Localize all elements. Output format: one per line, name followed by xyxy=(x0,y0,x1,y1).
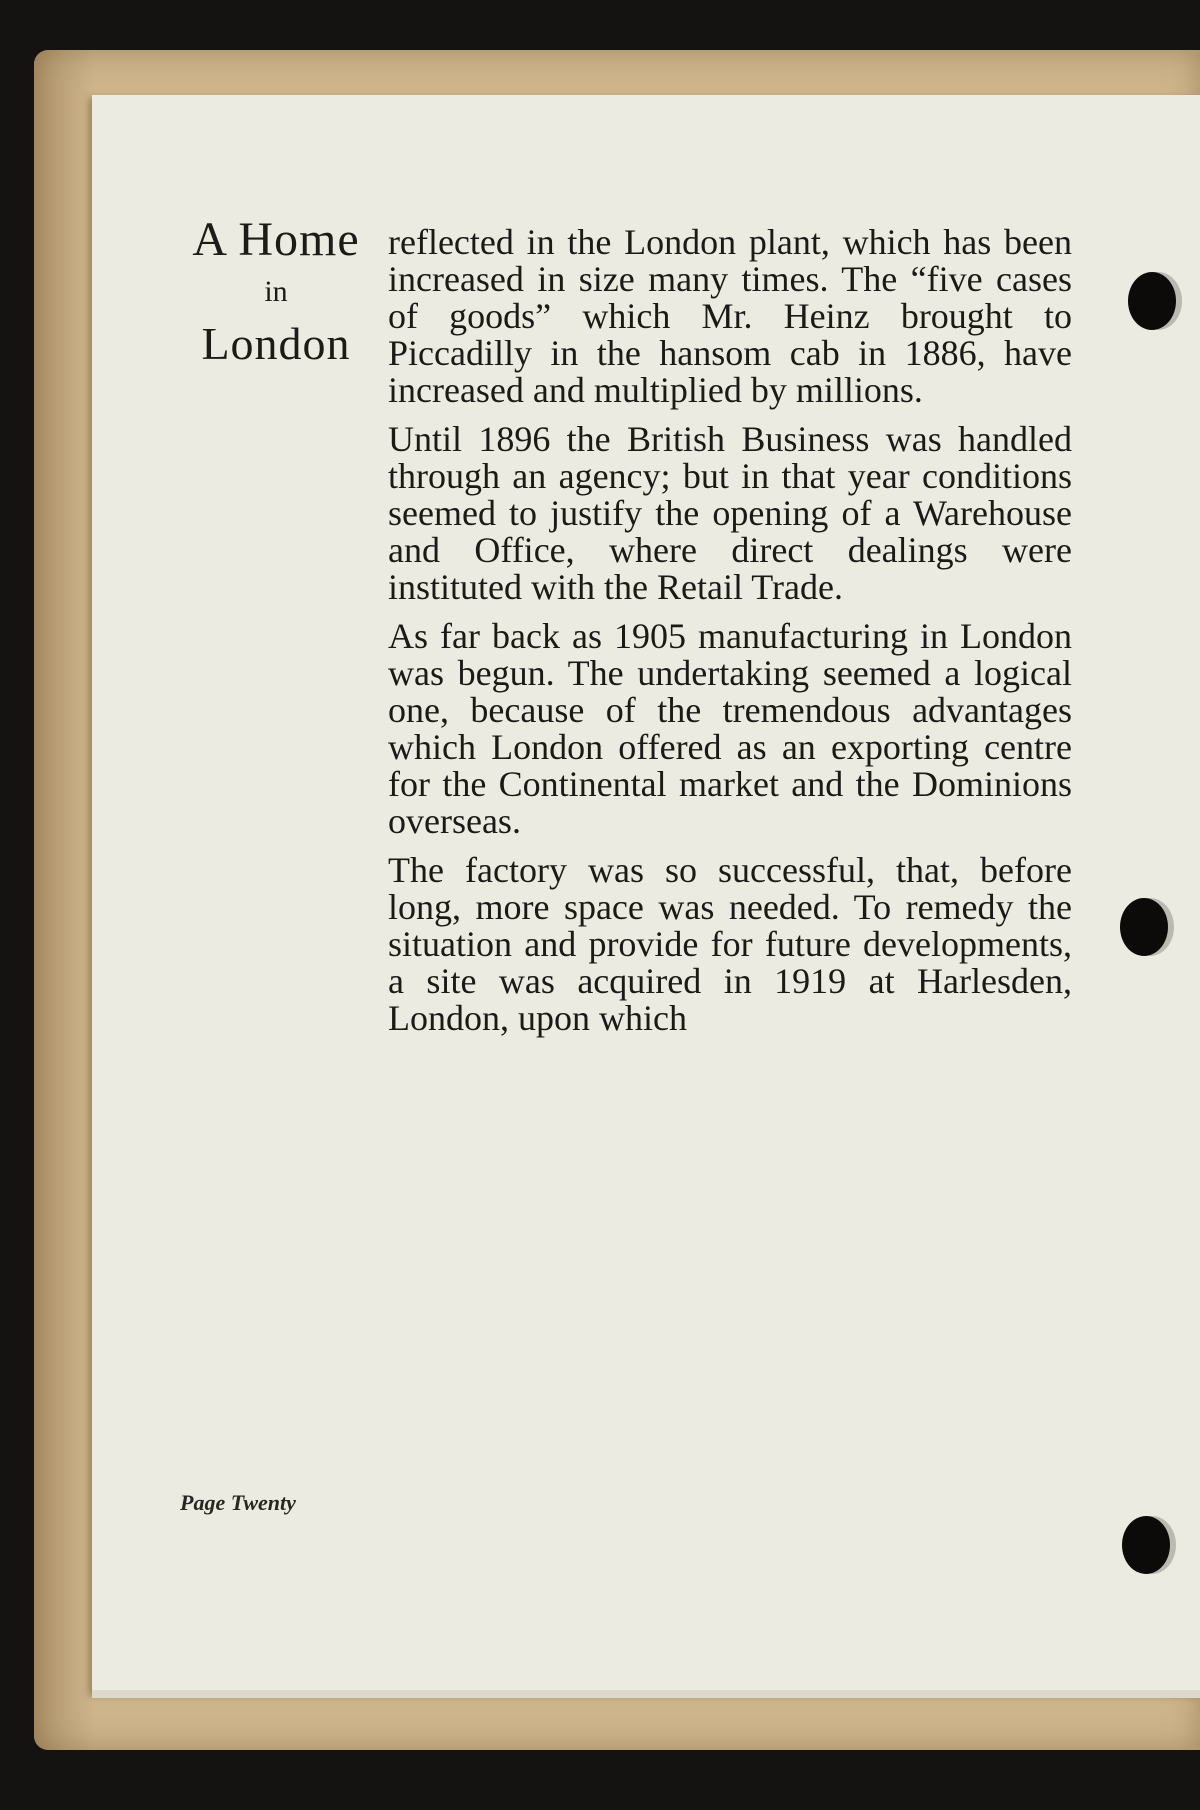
paragraph: The factory was so successful, that, before long, more space was needed. To remedy the situation and provide for future developments, a site was acquired in 1919 at Harlesden, London, upon which xyxy=(388,850,1072,1038)
page-stack-edge xyxy=(92,1690,1200,1698)
binder-hole-middle xyxy=(1120,898,1168,956)
heading-line-2: in xyxy=(264,275,288,308)
heading-line-1: A Home xyxy=(192,213,360,266)
page-number: Page Twenty xyxy=(180,1490,296,1515)
binder-hole-top xyxy=(1128,272,1176,330)
paragraph: Until 1896 the British Business was handled through an agency; but in that year conditions seemed to justify the opening of a Warehouse and Office, where direct dealings were instituted with the Retail Trade. xyxy=(388,419,1072,607)
side-heading xyxy=(186,212,366,374)
body-text xyxy=(388,224,1072,1049)
cover-shadow xyxy=(34,50,94,1750)
binder-hole-bottom xyxy=(1122,1516,1170,1574)
paragraph: reflected in the London plant, which has been increased in size many times. The “five cases of goods” which Mr. Heinz brought to Piccadilly in the hansom cab in 1886, have increased and multiplied by millions. xyxy=(388,222,1072,410)
paragraph: As far back as 1905 manufacturing in London was begun. The undertaking seemed a logical one, because of the tremendous advantages which London offered as an exporting centre for the Continental market and the Dominions overseas. xyxy=(388,616,1072,841)
heading-line-3: London xyxy=(201,318,351,369)
